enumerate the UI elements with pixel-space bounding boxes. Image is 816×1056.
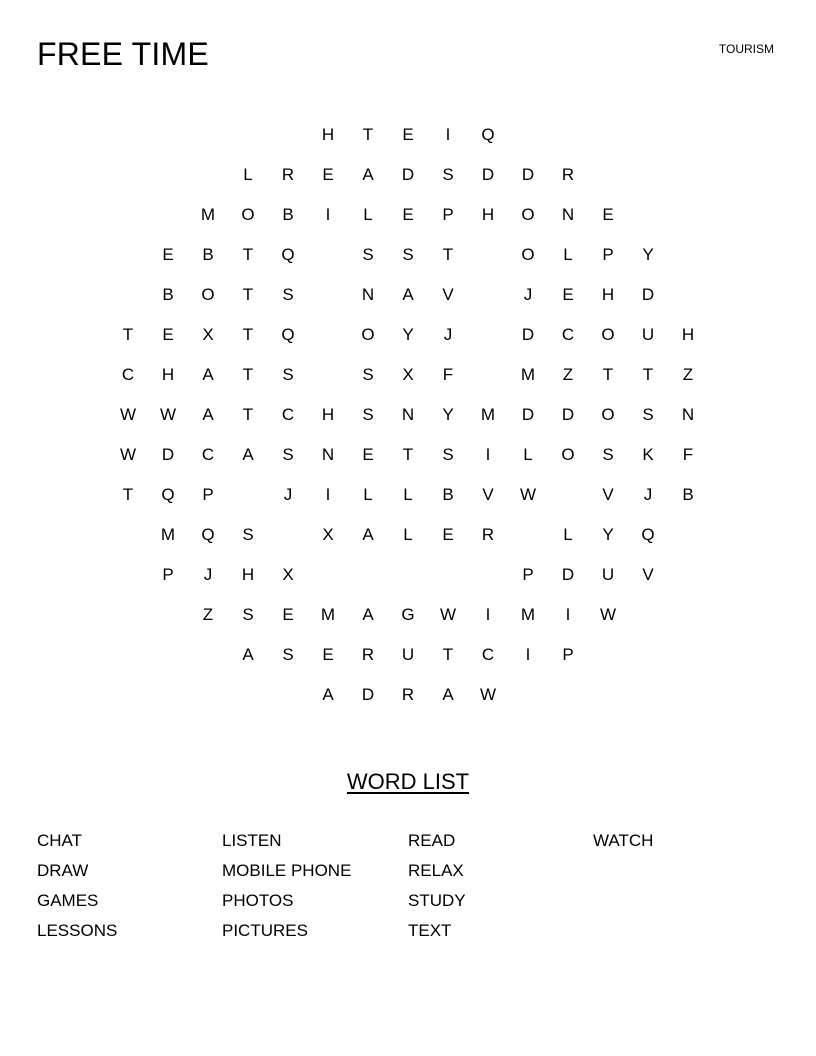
grid-letter: M [320, 605, 336, 624]
grid-letter: U [641, 325, 655, 344]
word-list-item: READ [408, 831, 456, 850]
grid-letter: O [521, 205, 535, 224]
grid-letter: V [442, 285, 454, 304]
grid-letter: X [322, 525, 334, 544]
grid-letter: B [442, 485, 454, 504]
grid-letter: D [641, 285, 655, 304]
grid-letter: Q [481, 125, 495, 144]
grid-letter: Q [281, 325, 295, 344]
grid-letter: O [361, 325, 375, 344]
grid-letter: J [203, 565, 213, 584]
grid-letter: S [282, 445, 294, 464]
grid-letter: X [202, 325, 214, 344]
grid-letter: M [520, 605, 536, 624]
grid-letter: A [362, 525, 374, 544]
grid-letter: A [202, 405, 214, 424]
grid-letter: I [485, 445, 491, 464]
grid-letter: O [601, 325, 615, 344]
grid-letter: Z [682, 365, 694, 384]
grid-letter: S [242, 605, 254, 624]
grid-letter: Q [641, 525, 655, 544]
grid-letter: O [241, 205, 255, 224]
grid-letter: E [562, 285, 574, 304]
grid-letter: A [402, 285, 414, 304]
grid-letter: P [442, 205, 454, 224]
grid-letter: E [442, 525, 454, 544]
grid-letter: T [242, 405, 254, 424]
grid-letter: D [361, 685, 375, 704]
grid-letter: O [561, 445, 575, 464]
grid-letter: T [642, 365, 654, 384]
grid-letter: E [322, 645, 334, 664]
grid-letter: E [162, 245, 174, 264]
word-list-item: LISTEN [222, 831, 282, 850]
grid-letter: L [243, 165, 253, 184]
grid-letter: S [362, 245, 374, 264]
grid-letter: S [602, 445, 614, 464]
grid-letter: F [682, 445, 694, 464]
grid-letter: B [162, 285, 174, 304]
grid-letter: N [361, 285, 375, 304]
grid-letter: U [401, 645, 415, 664]
grid-letter: M [520, 365, 536, 384]
grid-letter: R [361, 645, 375, 664]
grid-letter: S [282, 285, 294, 304]
grid-letter: H [241, 565, 255, 584]
word-list-title: WORD LIST [346, 769, 470, 794]
grid-letter: D [401, 165, 415, 184]
grid-letter: Q [281, 245, 295, 264]
grid-letter: Y [442, 405, 454, 424]
grid-letter: L [363, 205, 373, 224]
grid-letter: C [121, 365, 135, 384]
grid-letter: N [321, 445, 335, 464]
grid-letter: I [445, 125, 451, 144]
grid-letter: T [442, 245, 454, 264]
word-list-item: MOBILE PHONE [222, 861, 352, 880]
word-list-item: WATCH [593, 831, 654, 850]
grid-letter: L [363, 485, 373, 504]
grid-letter: E [362, 445, 374, 464]
grid-letter: P [162, 565, 174, 584]
grid-letter: T [602, 365, 614, 384]
grid-letter: S [442, 445, 454, 464]
grid-letter: N [401, 405, 415, 424]
grid-letter: U [601, 565, 615, 584]
grid-letter: S [282, 645, 294, 664]
grid-letter: C [481, 645, 495, 664]
grid-letter: X [402, 365, 414, 384]
grid-letter: A [202, 365, 214, 384]
grid-letter: H [161, 365, 175, 384]
grid-letter: D [561, 405, 575, 424]
grid-letter: R [561, 165, 575, 184]
grid-letter: P [562, 645, 574, 664]
grid-letter: S [282, 365, 294, 384]
grid-letter: N [561, 205, 575, 224]
grid-letter: D [481, 165, 495, 184]
word-list-item: PHOTOS [222, 891, 294, 910]
grid-letter: G [401, 605, 415, 624]
word-list-column [593, 826, 773, 856]
grid-letter: C [561, 325, 575, 344]
grid-letter: Y [602, 525, 614, 544]
word-list-item: TEXT [408, 921, 452, 940]
grid-letter: F [442, 365, 454, 384]
grid-letter: B [682, 485, 694, 504]
grid-letter: M [480, 405, 496, 424]
grid-letter: D [161, 445, 175, 464]
grid-letter: H [681, 325, 695, 344]
grid-letter: K [642, 445, 654, 464]
word-list-item: CHAT [37, 831, 83, 850]
grid-letter: S [242, 525, 254, 544]
grid-letter: J [523, 285, 533, 304]
word-list-column [408, 826, 588, 946]
grid-letter: A [242, 645, 254, 664]
grid-letter: B [202, 245, 214, 264]
grid-letter: L [563, 245, 573, 264]
word-list-item: GAMES [37, 891, 99, 910]
grid-letter: I [565, 605, 571, 624]
grid-letter: H [321, 125, 335, 144]
grid-letter: T [122, 325, 134, 344]
grid-letter: O [201, 285, 215, 304]
grid-letter: T [362, 125, 374, 144]
grid-letter: I [325, 485, 331, 504]
grid-letter: A [442, 685, 454, 704]
grid-letter: S [362, 365, 374, 384]
grid-letter: L [403, 525, 413, 544]
grid-letter: M [200, 205, 216, 224]
grid-letter: B [282, 205, 294, 224]
grid-letter: O [521, 245, 535, 264]
grid-letter: W [439, 605, 457, 624]
grid-letter: Q [201, 525, 215, 544]
grid-letter: Z [562, 365, 574, 384]
grid-letter: W [119, 445, 137, 464]
grid-letter: T [242, 325, 254, 344]
grid-letter: I [325, 205, 331, 224]
grid-letter: A [322, 685, 334, 704]
grid-letter: P [602, 245, 614, 264]
grid-letter: T [242, 285, 254, 304]
grid-letter: L [403, 485, 413, 504]
grid-letter: A [362, 605, 374, 624]
grid-letter: J [643, 485, 653, 504]
grid-letter: W [479, 685, 497, 704]
grid-letter: V [482, 485, 494, 504]
grid-letter: T [242, 365, 254, 384]
word-list-column [222, 826, 402, 946]
grid-letter: N [681, 405, 695, 424]
page-title: FREE TIME [37, 36, 209, 72]
grid-letter: R [401, 685, 415, 704]
word-list-item: DRAW [37, 861, 89, 880]
grid-letter: W [519, 485, 537, 504]
grid-letter: W [599, 605, 617, 624]
grid-letter: H [601, 285, 615, 304]
grid-letter: Y [402, 325, 414, 344]
grid-letter: S [442, 165, 454, 184]
grid-letter: E [402, 205, 414, 224]
grid-letter: E [282, 605, 294, 624]
grid-letter: J [283, 485, 293, 504]
grid-letter: Z [202, 605, 214, 624]
word-list-item: RELAX [408, 861, 464, 880]
grid-letter: S [402, 245, 414, 264]
grid-letter: T [122, 485, 134, 504]
grid-letter: W [119, 405, 137, 424]
grid-letter: E [602, 205, 614, 224]
grid-letter: C [201, 445, 215, 464]
grid-letter: T [242, 245, 254, 264]
word-list-item: LESSONS [37, 921, 118, 940]
word-list-column [37, 826, 217, 946]
grid-letter: V [642, 565, 654, 584]
grid-letter: V [602, 485, 614, 504]
grid-letter: E [402, 125, 414, 144]
grid-letter: H [481, 205, 495, 224]
grid-letter: D [521, 405, 535, 424]
grid-letter: O [601, 405, 615, 424]
grid-letter: P [202, 485, 214, 504]
grid-letter: E [162, 325, 174, 344]
grid-letter: P [522, 565, 534, 584]
grid-letter: W [159, 405, 177, 424]
category-label: TOURISM [718, 42, 774, 56]
grid-letter: A [362, 165, 374, 184]
word-list-item: STUDY [408, 891, 466, 910]
grid-letter: T [442, 645, 454, 664]
grid-letter: S [642, 405, 654, 424]
grid-letter: H [321, 405, 335, 424]
grid-letter: T [402, 445, 414, 464]
grid-letter: C [281, 405, 295, 424]
grid-letter: M [160, 525, 176, 544]
grid-letter: L [563, 525, 573, 544]
grid-letter: D [521, 165, 535, 184]
grid-letter: J [443, 325, 453, 344]
grid-letter: I [525, 645, 531, 664]
grid-letter: R [281, 165, 295, 184]
grid-letter: S [362, 405, 374, 424]
grid-letter: A [242, 445, 254, 464]
word-list-item: PICTURES [222, 921, 308, 940]
grid-letter: D [521, 325, 535, 344]
grid-letter: I [485, 605, 491, 624]
grid-letter: X [282, 565, 294, 584]
grid-letter: Q [161, 485, 175, 504]
grid-letter: Y [642, 245, 654, 264]
grid-letter: E [322, 165, 334, 184]
grid-letter: D [561, 565, 575, 584]
grid-letter: L [523, 445, 533, 464]
grid-letter: R [481, 525, 495, 544]
